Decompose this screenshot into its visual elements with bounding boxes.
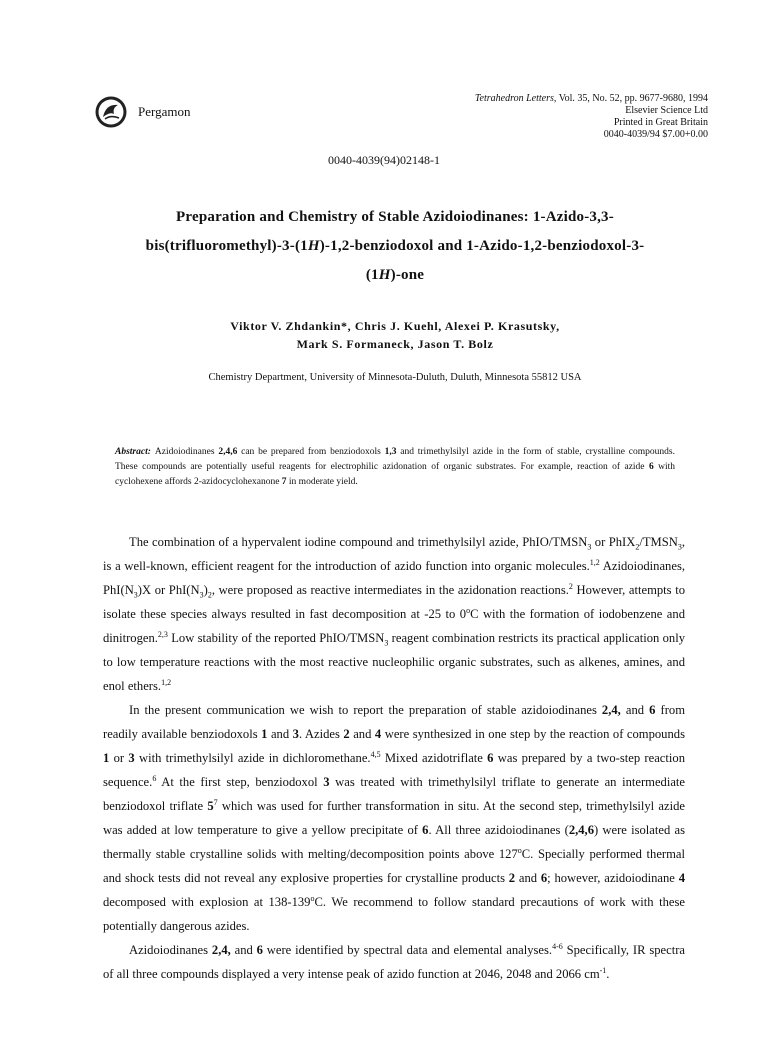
paragraph-1 [103, 530, 685, 698]
subscript: 3 [133, 590, 138, 600]
publisher-block [94, 95, 190, 129]
title-line-1: Preparation and Chemistry of Stable Azidoiodinanes: 1-Azido-3,3- [176, 209, 614, 225]
abstract-text: and trimethylsilyl azide in the form of stable, crystalline compounds. These compounds are potentially useful reagents for electrophilic azidonation of organic substrates. For example, reaction of azide [115, 447, 675, 472]
subscript: 3 [677, 542, 682, 552]
title-italic: H [378, 267, 391, 283]
title-italic: H [307, 238, 320, 254]
text: which was used for further transformation in situ. At the second step, trimethylsilyl azide was added at low temperature to give a yellow precipitate of [103, 799, 685, 837]
body-text [103, 530, 685, 986]
text: and [267, 727, 293, 741]
text: were synthesized in one step by the reaction of compounds [381, 727, 685, 741]
pergamon-logo-icon [94, 95, 128, 129]
text: . Azides [298, 727, 344, 741]
compound-ref: 7 [281, 477, 287, 487]
subscript: 2 [635, 542, 640, 552]
text: were identified by spectral data and elemental analyses. [262, 943, 553, 957]
journal-issn-line: 0040-4039/94 $7.00+0.00 [603, 129, 708, 140]
reference: 2 [568, 581, 573, 591]
abstract-label: Abstract: [115, 447, 151, 457]
text: from readily available benziodoxols [103, 703, 685, 741]
text: , were proposed as reactive intermediates in the azidonation reactions. [211, 583, 569, 597]
reference: 4-6 [552, 941, 563, 951]
compound-ref: 6 [422, 823, 429, 837]
compound-ref: 5 [207, 799, 214, 813]
text: and [620, 703, 650, 717]
compound-ref: 4 [374, 727, 382, 741]
compound-ref: 2,4,6 [568, 823, 594, 837]
text: ; however, azidoiodinane [547, 871, 679, 885]
reference: 1,2 [161, 677, 172, 687]
title-text: bis(trifluoromethyl)-3-(1 [145, 238, 308, 254]
text: However, attempts to isolate these species always resulted in fast decomposition at -25 to 0 [103, 583, 685, 621]
compound-ref: 2 [343, 727, 350, 741]
article-title [110, 203, 680, 290]
title-line-3 [110, 261, 680, 290]
subscript: 2 [207, 590, 212, 600]
compound-ref: 2,4, [601, 703, 621, 717]
compound-ref: 4 [678, 871, 685, 885]
title-text: )-one [390, 267, 425, 283]
text: decomposed with explosion at 138-139 [103, 895, 311, 909]
text: The combination of a hypervalent iodine compound and trimethylsilyl azide, PhIO/TMSN [129, 535, 588, 549]
text: . [606, 967, 610, 981]
text: was prepared by a two-step reaction sequence. [103, 751, 685, 789]
text: Azidoiodinanes, PhI(N [103, 559, 685, 597]
text: /TMSN [639, 535, 678, 549]
text: At the first step, benziodoxol [156, 775, 324, 789]
journal-publisher-line: Elsevier Science Ltd [625, 105, 708, 116]
compound-ref: 2 [508, 871, 516, 885]
text: , is a well-known, efficient reagent for the introduction of azido function into organic molecules. [103, 535, 685, 573]
superscript: -1 [599, 965, 607, 975]
compound-ref: 3 [323, 775, 330, 789]
text: and [515, 871, 541, 885]
text: ) [203, 583, 208, 597]
text: C with the formation of iodobenzene and dinitrogen. [103, 607, 685, 645]
text: C. We recommend to follow standard precautions of work with these potentially dangerous azides. [103, 895, 685, 933]
compound-ref: 6 [487, 751, 494, 765]
compound-ref: 1 [103, 751, 110, 765]
text: Mixed azidotriflate [380, 751, 488, 765]
subscript: 3 [587, 542, 592, 552]
text: or [109, 751, 129, 765]
authors-line-1: Viktor V. Zhdankin*, Chris J. Kuehl, Alexei P. Krasutsky, [230, 319, 560, 333]
journal-volume: , Vol. 35, No. 52, pp. 9677-9680, 1994 [553, 93, 708, 104]
abstract-text: in moderate yield. [286, 477, 358, 487]
compound-ref: 2,4, [211, 943, 231, 957]
journal-info [475, 93, 708, 141]
text: In the present communication we wish to report the preparation of stable azidoiodinanes [129, 703, 602, 717]
compound-ref: 6 [540, 871, 548, 885]
degree-symbol: o [466, 605, 471, 615]
compound-ref: 3 [128, 751, 135, 765]
title-text: )-1,2-benziodoxol and 1-Azido-1,2-benziodoxol-3- [319, 238, 645, 254]
text: Low stability of the reported PhIO/TMSN [167, 631, 385, 645]
subscript: 3 [199, 590, 204, 600]
title-line-2 [110, 232, 680, 261]
journal-citation [475, 93, 708, 105]
abstract-text: with cyclohexene affords 2-azidocyclohexanone [115, 462, 675, 487]
text: C. Specially performed thermal and shock tests did not reveal any explosive properties for crystalline products [103, 847, 685, 885]
journal-printed-line: Printed in Great Britain [613, 117, 708, 128]
text: Specifically, IR spectra of all three compounds displayed a very intense peak of azido function at 2046, 2048 and 2066 cm [103, 943, 685, 981]
journal-name: Tetrahedron Letters [474, 93, 554, 104]
degree-symbol: o [310, 893, 315, 903]
text: and [349, 727, 375, 741]
text: )X or PhI(N [137, 583, 200, 597]
text: . All three azidoiodinanes ( [428, 823, 569, 837]
reference: 4,5 [370, 749, 381, 759]
abstract-text: Azidoiodinanes [154, 447, 219, 457]
article-doi: 0040-4039(94)02148-1 [328, 153, 440, 167]
text: reagent combination restricts its practical application only to low temperature reactions with the most reactive nucleophilic organic substrates, such as alkenes, amines, and enol ethers. [103, 631, 685, 693]
reference: 6 [152, 773, 157, 783]
compound-ref: 1,3 [384, 447, 397, 457]
text: was treated with trimethylsilyl triflate to generate an intermediate benziodoxol triflate [103, 775, 686, 813]
affiliation: Chemistry Department, University of Minnesota-Duluth, Duluth, Minnesota 55812 USA [208, 372, 582, 383]
degree-symbol: o [517, 845, 522, 855]
text: with trimethylsilyl azide in dichloromethane. [134, 751, 371, 765]
publisher-name: Pergamon [138, 104, 191, 119]
subscript: 3 [384, 638, 389, 648]
compound-ref: 1 [261, 727, 268, 741]
compound-ref: 2,4,6 [218, 447, 238, 457]
compound-ref: 6 [256, 943, 263, 957]
compound-ref: 6 [649, 703, 656, 717]
reference: 7 [213, 797, 218, 807]
paragraph-3 [103, 938, 685, 986]
authors-line-2: Mark S. Formaneck, Jason T. Bolz [296, 337, 494, 351]
reference: 1,2 [589, 557, 600, 567]
text: Azidoiodinanes [129, 943, 212, 957]
abstract [115, 445, 675, 490]
paragraph-2 [103, 698, 685, 938]
text: or PhIX [591, 535, 636, 549]
reference: 2,3 [157, 629, 168, 639]
compound-ref: 6 [648, 462, 654, 472]
abstract-text: can be prepared from benziodoxols [237, 447, 385, 457]
text: and [230, 943, 257, 957]
text: ) were isolated as thermally stable crystalline solids with melting/decomposition points above 127 [103, 823, 685, 861]
compound-ref: 3 [292, 727, 299, 741]
title-text: (1 [365, 267, 379, 283]
author-list [120, 317, 670, 353]
